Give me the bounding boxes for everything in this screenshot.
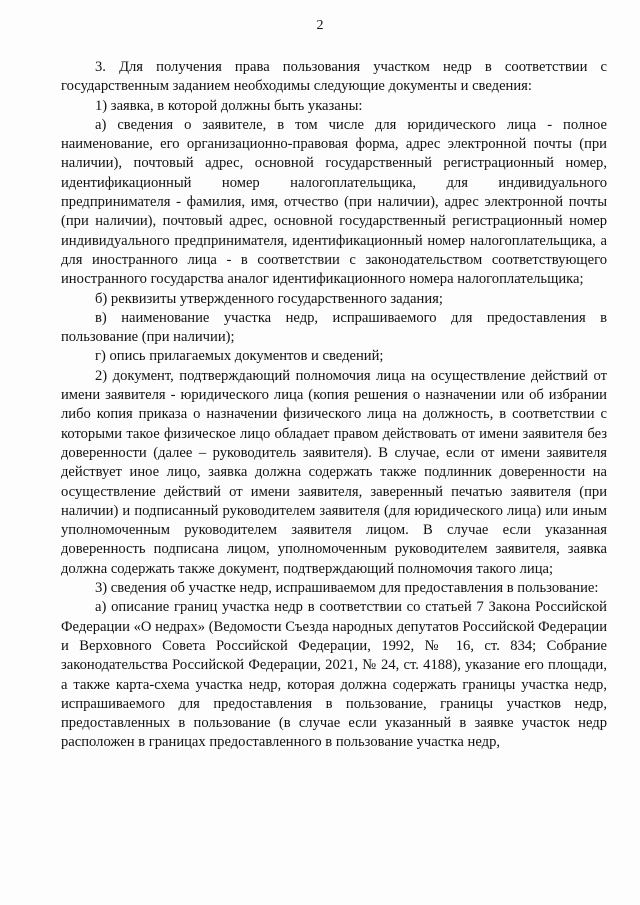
paragraph-subitem-2: 2) документ, подтверждающий полномочия лица на осуществление действий от имени заявителя - юридического лица (копия решения о назначении или об избрании либо копия приказа о назначении физического лица на должность, в соответствии с которыми такое физическое лицо обладает правом действовать от имени заявителя без доверенности (далее – руководитель заявителя). В случае, если от имени заявителя действует иное лицо, заявка должна содержать также подлинник доверенности на осуществление действий от имени заявителя, заверенный печатью заявителя (при наличии) и подписанный руководителем заявителя (для юридического лица) или иным уполномоченным руководителем заявителя лицом. В случае если указанная доверенность подписана лицом, уполномоченным руководителем заявителя, заявка должна содержать также документ, подтверждающий полномочия такого лица; <box>61 367 607 577</box>
paragraph-subitem-1a: а) сведения о заявителе, в том числе для юридического лица - полное наименование, его организационно-правовая форма, адрес электронной почты (при наличии), почтовый адрес, основной государственный регистрационный номер, идентификационный номер налогоплательщика, для индивидуального предпринимателя - фамилия, имя, отчество (при наличии), адрес электронной почты (при наличии), почтовый адрес, основной государственный регистрационный номер индивидуального предпринимателя, идентификационный номер налогоплательщика, а для иностранного лица - в соответствии с законодательством соответствующего иностранного государства аналог идентификационного номера налогоплательщика; <box>61 116 607 288</box>
paragraph-subitem-1v: в) наименование участка недр, испрашиваемого для предоставления в пользование (при наличии); <box>61 309 607 346</box>
paragraph-subitem-1: 1) заявка, в которой должны быть указаны: <box>95 97 363 114</box>
paragraph-subitem-1b: б) реквизиты утвержденного государственного задания; <box>95 290 443 307</box>
paragraph-subitem-3a: а) описание границ участка недр в соответствии со статьей 7 Закона Российской Федерации «О недрах» (Ведомости Съезда народных депутатов Российской Федерации и Верховного Совета Российской Федерации, 1992, № 16, ст. 834; Собрание законодательства Российской Федерации, 2021, № 24, ст. 4188), указание его площади, а также карта-схема участка недр, которая должна содержать границы участка недр, испрашиваемого для предоставления в пользование, границы участков недр, предоставленных в пользование (в случае если указанный в заявке участок недр расположен в границах предоставленного в пользование участка недр, <box>61 599 607 751</box>
paragraph-subitem-3: 3) сведения об участке недр, испрашиваемом для предоставления в пользование: <box>95 580 599 597</box>
document-body <box>61 58 607 753</box>
paragraph-subitem-1g: г) опись прилагаемых документов и сведений; <box>95 348 384 365</box>
paragraph-item-3: 3. Для получения права пользования участком недр в соответствии с государственным заданием необходимы следующие документы и сведения: <box>61 59 607 95</box>
page-number: 2 <box>316 18 324 33</box>
